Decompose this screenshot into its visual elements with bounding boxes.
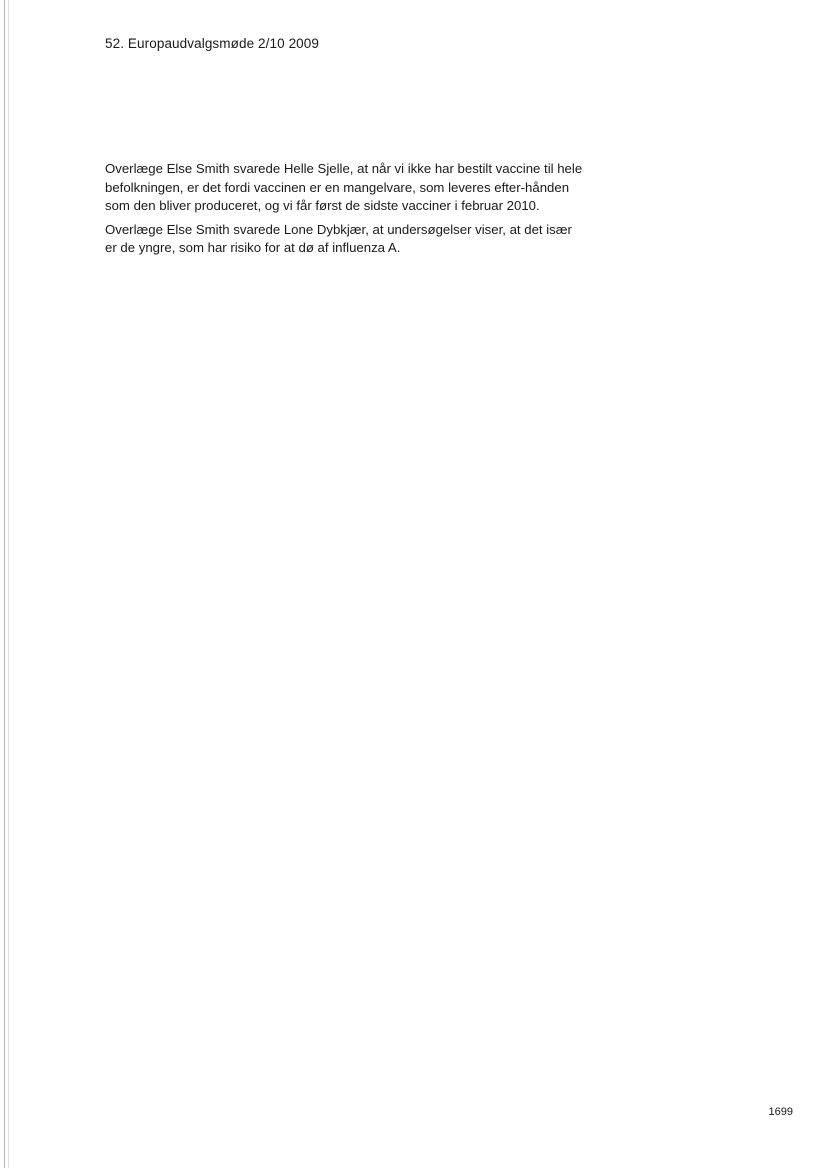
page-number: 1699 (768, 1106, 793, 1118)
paragraph: Overlæge Else Smith svarede Lone Dybkjær, at undersøgelser viser, at det især er de yngre, som har risiko for at dø af influenza A. (105, 221, 572, 256)
page-header: 52. Europaudvalgsmøde 2/10 2009 (105, 36, 319, 51)
scan-edge-line (4, 0, 5, 1168)
paragraph: Overlæge Else Smith svarede Helle Sjelle, at når vi ikke har bestilt vaccine til hele befolkningen, er det fordi vaccinen er en mangelvare, som leveres efter-hånden som den bliver produceret, og vi får først de sidste vacciner i februar 2010. (105, 161, 583, 214)
scan-edge-line-faint (8, 0, 9, 1168)
body-text (105, 160, 585, 263)
